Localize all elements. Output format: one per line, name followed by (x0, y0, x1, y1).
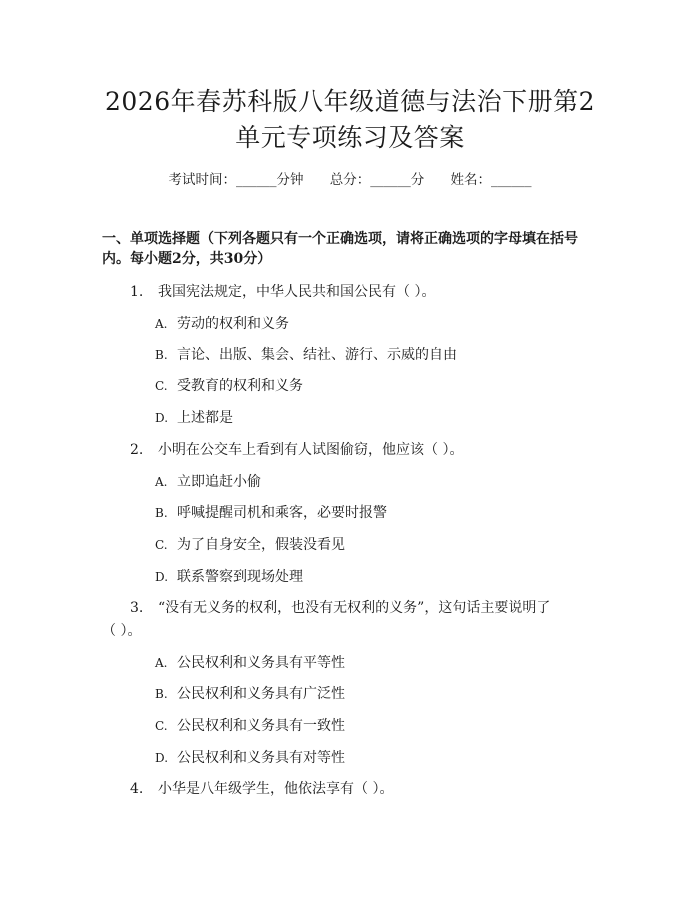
question-stem: 小华是八年级学生，他依法享有（ ）。 (158, 781, 394, 797)
question-number: 1. (130, 284, 144, 300)
question-3-option-c (155, 716, 345, 736)
question-1 (130, 282, 435, 302)
option-letter: D. (155, 570, 169, 584)
option-letter: A. (155, 656, 168, 670)
exam-time-label: 考试时间：______分钟 (168, 172, 304, 188)
option-letter: A. (155, 475, 168, 489)
option-letter: C. (155, 719, 168, 733)
question-2-option-c (155, 535, 345, 555)
option-letter: B. (155, 687, 168, 701)
title-line-1: 2026年春苏科版八年级道德与法治下册第2 (104, 87, 596, 116)
question-2-option-a (155, 472, 261, 492)
option-text: 言论、出版、集会、结社、游行、示威的自由 (177, 347, 457, 363)
question-2-option-b (155, 503, 387, 523)
question-stem-cont: （ ）。 (102, 623, 142, 639)
option-text: 公民权利和义务具有对等性 (177, 750, 345, 766)
option-letter: C. (155, 379, 168, 393)
title-line-2: 单元专项练习及答案 (235, 123, 465, 152)
option-text: 公民权利和义务具有广泛性 (177, 686, 345, 702)
question-2-option-d (155, 567, 303, 587)
question-1-option-d (155, 408, 233, 428)
option-text: 受教育的权利和义务 (177, 378, 303, 394)
option-text: 劳动的权利和义务 (177, 316, 289, 332)
total-score-label: 总分：______分 (329, 172, 425, 188)
option-text: 呼喊提醒司机和乘客，必要时报警 (177, 505, 387, 521)
document-title (60, 84, 640, 156)
exam-info (0, 168, 700, 188)
option-letter: A. (155, 317, 168, 331)
option-letter: D. (155, 751, 169, 765)
question-3-option-a (155, 653, 345, 673)
question-stem: 我国宪法规定，中华人民共和国公民有（ ）。 (158, 284, 436, 300)
section-header (102, 229, 602, 269)
option-text: 为了自身安全，假装没看见 (177, 537, 345, 553)
question-3-option-d (155, 748, 345, 768)
question-stem: 小明在公交车上看到有人试图偷窃，他应该（ ）。 (158, 442, 464, 458)
section-header-line-1: 一、单项选择题（下列各题只有一个正确选项，请将正确选项的字母填在括号 (102, 231, 578, 247)
option-letter: B. (155, 348, 168, 362)
option-text: 公民权利和义务具有一致性 (177, 718, 345, 734)
question-stem: “没有无义务的权利，也没有无权利的义务”，这句话主要说明了 (158, 600, 551, 616)
name-label: 姓名：______ (450, 172, 532, 188)
question-2 (130, 440, 463, 460)
option-text: 联系警察到现场处理 (177, 569, 303, 585)
option-text: 公民权利和义务具有平等性 (177, 655, 345, 671)
question-number: 2. (130, 442, 144, 458)
option-text: 立即追赶小偷 (177, 474, 261, 490)
question-3 (130, 598, 550, 618)
question-3-stem-continuation (102, 621, 141, 641)
option-letter: D. (155, 411, 169, 425)
option-letter: C. (155, 538, 168, 552)
question-number: 3. (130, 600, 144, 616)
question-4 (130, 779, 393, 799)
question-1-option-c (155, 376, 303, 396)
question-3-option-b (155, 684, 345, 704)
question-1-option-a (155, 314, 289, 334)
question-number: 4. (130, 781, 144, 797)
section-header-line-2: 内。每小题2分，共30分） (102, 251, 272, 267)
option-letter: B. (155, 506, 168, 520)
option-text: 上述都是 (177, 410, 233, 426)
question-1-option-b (155, 345, 457, 365)
